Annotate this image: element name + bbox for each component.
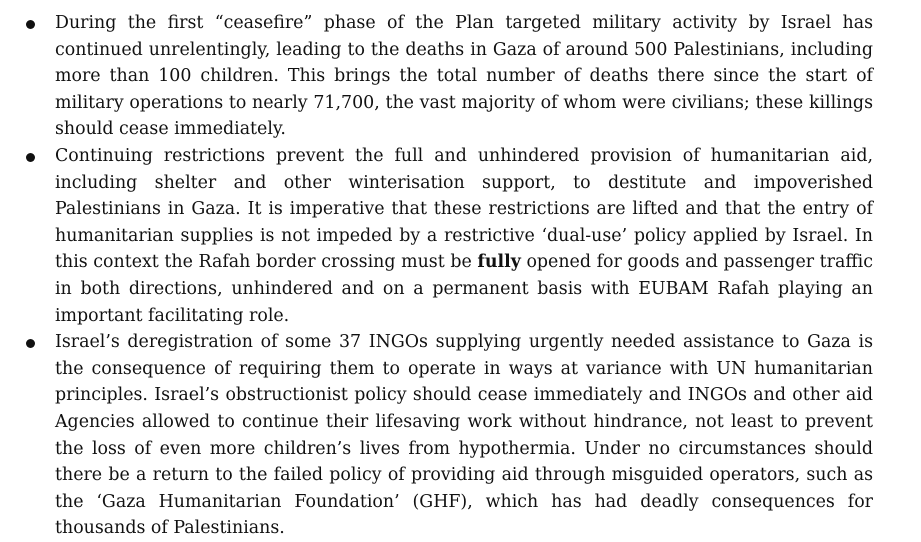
bullet-icon [26, 339, 35, 348]
bullet-text: Israel’s deregistration of some 37 INGOs supplying urgently needed assistance to Gaza is the consequence of requiring them to operate in ways at variance with UN humanitarian principles. Israel’s obstructionist policy should cease immediately and INGOs and other aid Agencies allowed to continue their lifesaving work without hindrance, not least to prevent the loss of even more children’s lives from hypothermia. Under no circumstances should there be a return to the failed policy of providing aid through misguided operators, such as the ‘Gaza Humanitarian Foundation’ (GHF), which has had deadly consequences for thousands of Palestinians. [55, 332, 873, 539]
bullet-item-ceasefire-deaths [0, 10, 921, 143]
bullet-text-before: Continuing restrictions prevent the full and unhindered provision of humanitarian aid, including shelter and other winterisation support, to destitute and impoverished Palestinians in Gaza. It is imperative that these restrictions are lifted and that the entry of humanitarian supplies is not impeded by a restrictive ‘dual-use’ policy applied by Israel. In this context the Rafah border crossing must be [55, 145, 873, 273]
emphasis-text: fully [477, 252, 521, 273]
bullet-icon [26, 153, 35, 162]
bullet-text: During the first “ceasefire” phase of the Plan targeted military activity by Israel has continued unrelentingly, leading to the deaths in Gaza of around 500 Palestinians, including more than 100 children. This brings the total number of deaths there since the start of military operations to nearly 71,700, the vast majority of whom were civilians; these killings should cease immediately. [55, 13, 873, 140]
bullet-icon [26, 20, 35, 29]
bullet-item-aid-restrictions [0, 143, 921, 329]
bullet-item-ingo-deregistration [0, 329, 921, 542]
bullet-list [0, 10, 921, 542]
document-body [0, 10, 921, 542]
bullet-text-after: opened for goods and passenger traffic in both directions, unhindered and on a permanent basis with EUBAM Rafah playing an important facilitating role. [55, 252, 873, 326]
